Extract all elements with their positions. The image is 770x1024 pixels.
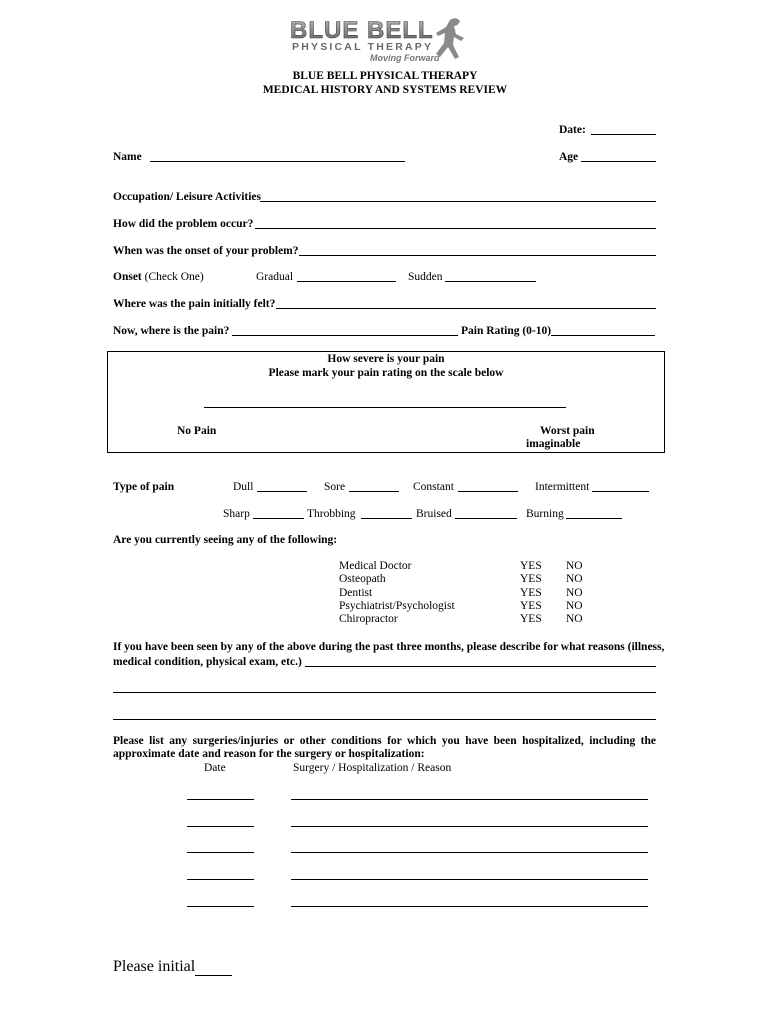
surgery-date-field[interactable] [187,799,254,800]
surgery-reason-field[interactable] [291,879,648,880]
onset-row-label [113,271,204,283]
surgery-reason-field[interactable] [291,906,648,907]
pain-scale-line[interactable] [204,407,566,408]
form-title: BLUE BELL PHYSICAL THERAPY [292,70,478,82]
date-field[interactable] [591,134,656,135]
initially-label: Where was the pain initially felt? [113,298,276,310]
three-months-field-3[interactable] [113,719,656,720]
occupation-field[interactable] [260,201,656,202]
three-months-field-2[interactable] [113,692,656,693]
throbbing-label: Throbbing [307,508,356,520]
now-field[interactable] [232,335,458,336]
surgery-date-field[interactable] [187,852,254,853]
gradual-label: Gradual [256,271,294,283]
onset-when-label: When was the onset of your problem? [113,245,299,257]
surgeries-question-2: approximate date and reason for the surgery or hospitalization: [113,748,425,760]
pain-rating-field[interactable] [551,335,655,336]
surgery-reason-field[interactable] [291,852,648,853]
worst-pain-label-2: imaginable [526,438,581,450]
onset-when-field[interactable] [299,255,656,256]
sore-field[interactable] [349,491,399,492]
yes-option[interactable]: YES [520,600,542,612]
name-label: Name [113,151,142,163]
no-option[interactable]: NO [566,587,583,599]
surgeries-question: Please list any surgeries/injuries or other conditions for which you have been hospitalized, including the [113,735,656,747]
yes-option[interactable]: YES [520,587,542,599]
provider-dentist: Dentist [339,587,373,599]
bruised-label: Bruised [416,508,452,520]
age-field[interactable] [581,161,656,162]
col-date-header: Date [204,762,226,774]
problem-field[interactable] [255,228,656,229]
surgery-date-field[interactable] [187,906,254,907]
svg-text:Moving Forward: Moving Forward [370,53,440,63]
initial-field[interactable] [195,975,232,976]
gradual-field[interactable] [297,281,396,282]
svg-text:PHYSICAL THERAPY: PHYSICAL THERAPY [292,41,434,53]
please-initial-label: Please initial [113,958,196,975]
sudden-field[interactable] [445,281,536,282]
initially-field[interactable] [276,308,656,309]
burning-field[interactable] [566,518,622,519]
date-label: Date: [559,124,586,136]
provider-osteopath: Osteopath [339,573,386,585]
three-months-field[interactable] [305,666,656,667]
form-subtitle: MEDICAL HISTORY AND SYSTEMS REVIEW [262,84,508,96]
no-option[interactable]: NO [566,560,583,572]
sudden-label: Sudden [408,271,443,283]
onset-label: Onset [113,271,142,283]
surgery-date-field[interactable] [187,879,254,880]
throbbing-field[interactable] [361,518,412,519]
svg-text:BLUE BELL: BLUE BELL [290,17,434,44]
provider-medical-doctor: Medical Doctor [339,560,412,572]
provider-chiropractor: Chiropractor [339,613,398,625]
yes-option[interactable]: YES [520,613,542,625]
no-option[interactable]: NO [566,600,583,612]
surgery-reason-field[interactable] [291,799,648,800]
pain-box-title: How severe is your pain [327,353,445,365]
pain-rating-label: Pain Rating (0-10) [461,325,552,337]
constant-label: Constant [413,481,454,493]
surgery-reason-field[interactable] [291,826,648,827]
pain-box-instructions: Please mark your pain rating on the scale below [268,367,504,379]
no-pain-label: No Pain [177,425,217,437]
burning-label: Burning [526,508,564,520]
check-one-label: (Check One) [144,271,204,283]
dull-field[interactable] [257,491,307,492]
problem-label: How did the problem occur? [113,218,254,230]
name-field[interactable] [150,161,405,162]
blue-bell-logo [282,14,478,66]
sore-label: Sore [324,481,346,493]
provider-psychiatrist: Psychiatrist/Psychologist [339,600,455,612]
worst-pain-label: Worst pain [540,425,595,437]
constant-field[interactable] [458,491,518,492]
intermittent-field[interactable] [592,491,649,492]
three-months-question-2: medical condition, physical exam, etc.) [113,656,302,668]
bruised-field[interactable] [455,518,517,519]
seeing-question: Are you currently seeing any of the following: [113,534,338,546]
type-of-pain-label: Type of pain [113,481,175,493]
dull-label: Dull [233,481,254,493]
no-option[interactable]: NO [566,613,583,625]
surgery-date-field[interactable] [187,826,254,827]
sharp-field[interactable] [253,518,304,519]
age-label: Age [559,151,579,163]
intermittent-label: Intermittent [535,481,590,493]
occupation-label: Occupation/ Leisure Activities [113,191,262,203]
no-option[interactable]: NO [566,573,583,585]
col-reason-header: Surgery / Hospitalization / Reason [293,762,452,774]
now-label: Now, where is the pain? [113,325,230,337]
three-months-question: If you have been seen by any of the above during the past three months, please describe for what reasons (illness, [113,641,665,653]
yes-option[interactable]: YES [520,573,542,585]
yes-option[interactable]: YES [520,560,542,572]
sharp-label: Sharp [223,508,250,520]
